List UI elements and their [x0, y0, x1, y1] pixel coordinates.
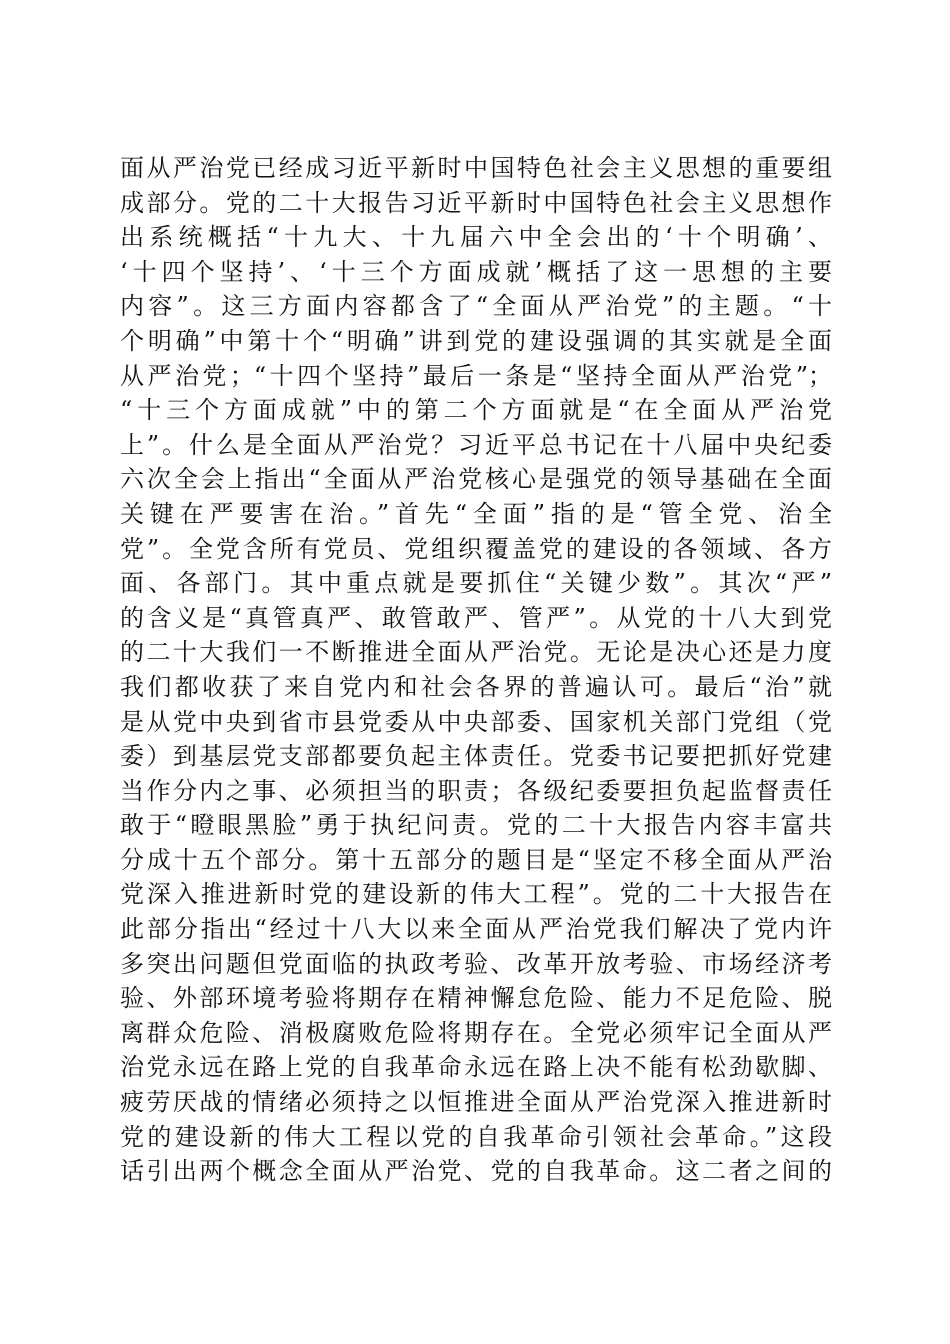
text-line: 我们都收获了来自党内和社会各界的普遍认可。最后“治”就	[120, 672, 832, 701]
text-line: 从严治党；“十四个坚持”最后一条是“坚持全面从严治党”；	[120, 361, 832, 390]
text-line: 党的建设新的伟大工程以党的自我革命引领社会革命。”这段	[120, 1122, 832, 1151]
text-line: 面从严治党已经成习近平新时中国特色社会主义思想的重要组	[120, 154, 832, 182]
text-line: 党”。全党含所有党员、党组织覆盖党的建设的各领域、各方	[120, 534, 832, 563]
text-line: 六次全会上指出“全面从严治党核心是强党的领导基础在全面	[120, 465, 832, 494]
text-line: 个明确”中第十个“明确”讲到党的建设强调的其实就是全面	[120, 326, 832, 355]
text-line: 此部分指出“经过十八大以来全面从严治党我们解决了党内许	[120, 915, 832, 944]
text-line: 委）到基层党支部都要负起主体责任。党委书记要把抓好党建	[120, 742, 832, 771]
text-line: 验、外部环境考验将期存在精神懈怠危险、能力不足危险、脱	[120, 984, 832, 1013]
text-line: 上”。什么是全面从严治党？习近平总书记在十八届中央纪委	[120, 430, 832, 459]
text-line: “十三个方面成就”中的第二个方面就是“在全面从严治党	[120, 396, 832, 425]
text-line: 话引出两个概念全面从严治党、党的自我革命。这二者之间的	[120, 1157, 832, 1186]
text-line: 面、各部门。其中重点就是要抓住“关键少数”。其次“严”	[120, 569, 832, 598]
body-paragraph	[120, 151, 832, 1189]
text-line: 的二十大我们一不断推进全面从严治党。无论是决心还是力度	[120, 638, 832, 667]
text-line: 分成十五个部分。第十五部分的题目是“坚定不移全面从严治	[120, 845, 832, 874]
text-line: 多突出问题但党面临的执政考验、改革开放考验、市场经济考	[120, 949, 832, 978]
text-line: ‘十四个坚持’、‘十三个方面成就’概括了这一思想的主要	[120, 257, 832, 286]
text-line: 出系统概括“十九大、十九届六中全会出的‘十个明确’、	[120, 223, 832, 252]
text-line: 是从党中央到省市县党委从中央部委、国家机关部门党组（党	[120, 707, 832, 736]
text-line: 疲劳厌战的情绪必须持之以恒推进全面从严治党深入推进新时	[120, 1088, 832, 1117]
text-line: 当作分内之事、必须担当的职责；各级纪委要担负起监督责任	[120, 776, 832, 805]
text-line: 离群众危险、消极腐败危险将期存在。全党必须牢记全面从严	[120, 1018, 832, 1047]
text-line: 内容”。这三方面内容都含了“全面从严治党”的主题。“十	[120, 292, 832, 321]
text-line: 关键在严要害在治。”首先“全面”指的是“管全党、治全	[120, 499, 832, 528]
text-line: 的含义是“真管真严、敢管敢严、管严”。从党的十八大到党	[120, 603, 832, 632]
text-line: 治党永远在路上党的自我革命永远在路上决不能有松劲歇脚、	[120, 1053, 832, 1082]
text-line: 成部分。党的二十大报告习近平新时中国特色社会主义思想作	[120, 188, 832, 217]
text-line: 党深入推进新时党的建设新的伟大工程”。党的二十大报告在	[120, 880, 832, 909]
text-line: 敢于“瞪眼黑脸”勇于执纪问责。党的二十大报告内容丰富共	[120, 811, 832, 840]
